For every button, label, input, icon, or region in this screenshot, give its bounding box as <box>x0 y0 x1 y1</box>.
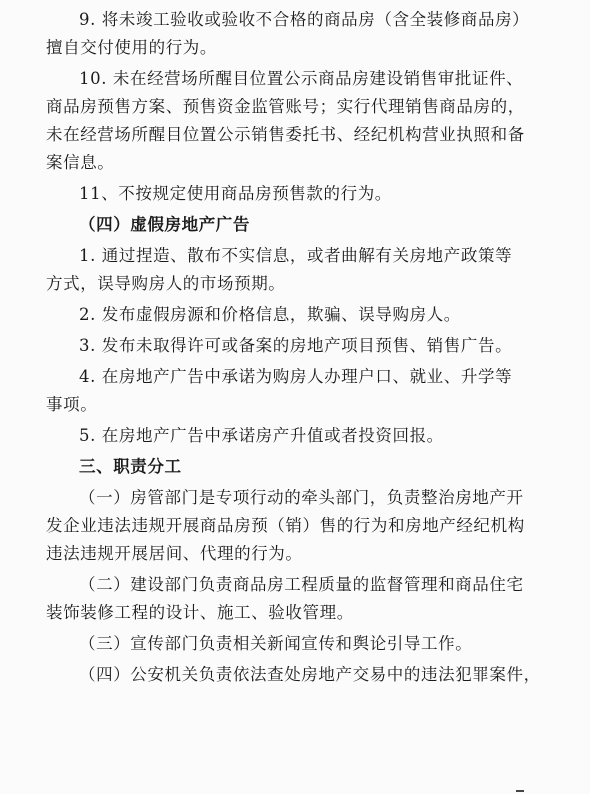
page-corner-mark <box>516 790 524 792</box>
paragraph-ad-item-4 <box>46 363 552 419</box>
paragraph-line: （三）宣传部门负责相关新闻宣传和舆论引导工作。 <box>79 634 473 653</box>
paragraph-duty-4 <box>46 661 552 689</box>
paragraph-line: 5. 在房地产广告中承诺房产升值或者投资回报。 <box>79 426 444 445</box>
paragraph-duty-2 <box>46 571 552 627</box>
paragraph-line: 擅自交付使用的行为。 <box>46 38 217 57</box>
paragraph-line: 4. 在房地产广告中承诺为购房人办理户口、就业、升学等 <box>79 367 513 386</box>
paragraph-line: 方式，误导购房人的市场预期。 <box>46 274 286 293</box>
section-heading-false-advertising: （四）虚假房地产广告 <box>79 215 250 234</box>
paragraph-line: 2. 发布虚假房源和价格信息，欺骗、误导购房人。 <box>79 305 461 324</box>
paragraph-line: （二）建设部门负责商品房工程质量的监督管理和商品住宅 <box>79 575 524 594</box>
paragraph-line: 案信息。 <box>46 153 115 172</box>
paragraph-line: 违法违规开展居间、代理的行为。 <box>46 544 303 563</box>
paragraph-item-10 <box>46 65 552 177</box>
paragraph-line: 10. 未在经营场所醒目位置公示商品房建设销售审批证件、 <box>79 69 524 88</box>
paragraph-item-9 <box>46 6 552 62</box>
paragraph-ad-item-5 <box>46 422 552 450</box>
paragraph-line: 事项。 <box>46 395 98 414</box>
paragraph-line: 装饰装修工程的设计、施工、验收管理。 <box>46 603 354 622</box>
paragraph-line: 9. 将未竣工验收或验收不合格的商品房（含全装修商品房） <box>79 10 530 29</box>
document-body <box>46 6 552 692</box>
paragraph-ad-item-1 <box>46 242 552 298</box>
paragraph-line: 发企业违法违规开展商品房预（销）售的行为和房地产经纪机构 <box>46 516 525 535</box>
paragraph-ad-item-2 <box>46 301 552 329</box>
paragraph-line: 商品房预售方案、预售资金监管账号；实行代理销售商品房的， <box>46 97 525 116</box>
paragraph-duty-3 <box>46 630 552 658</box>
paragraph-line: 1. 通过捏造、散布不实信息，或者曲解有关房地产政策等 <box>79 246 513 265</box>
paragraph-ad-item-3 <box>46 332 552 360</box>
paragraph-line: （四）公安机关负责依法查处房地产交易中的违法犯罪案件， <box>79 665 541 684</box>
paragraph-line: 11、不按规定使用商品房预售款的行为。 <box>79 184 392 203</box>
paragraph-line: 未在经营场所醒目位置公示销售委托书、经纪机构营业执照和备 <box>46 125 525 144</box>
paragraph-duty-1 <box>46 484 552 568</box>
paragraph-item-11 <box>46 180 552 208</box>
section-heading-responsibilities: 三、职责分工 <box>79 457 182 476</box>
paragraph-line: （一）房管部门是专项行动的牵头部门，负责整治房地产开 <box>79 488 524 507</box>
paragraph-line: 3. 发布未取得许可或备案的房地产项目预售、销售广告。 <box>79 336 513 355</box>
